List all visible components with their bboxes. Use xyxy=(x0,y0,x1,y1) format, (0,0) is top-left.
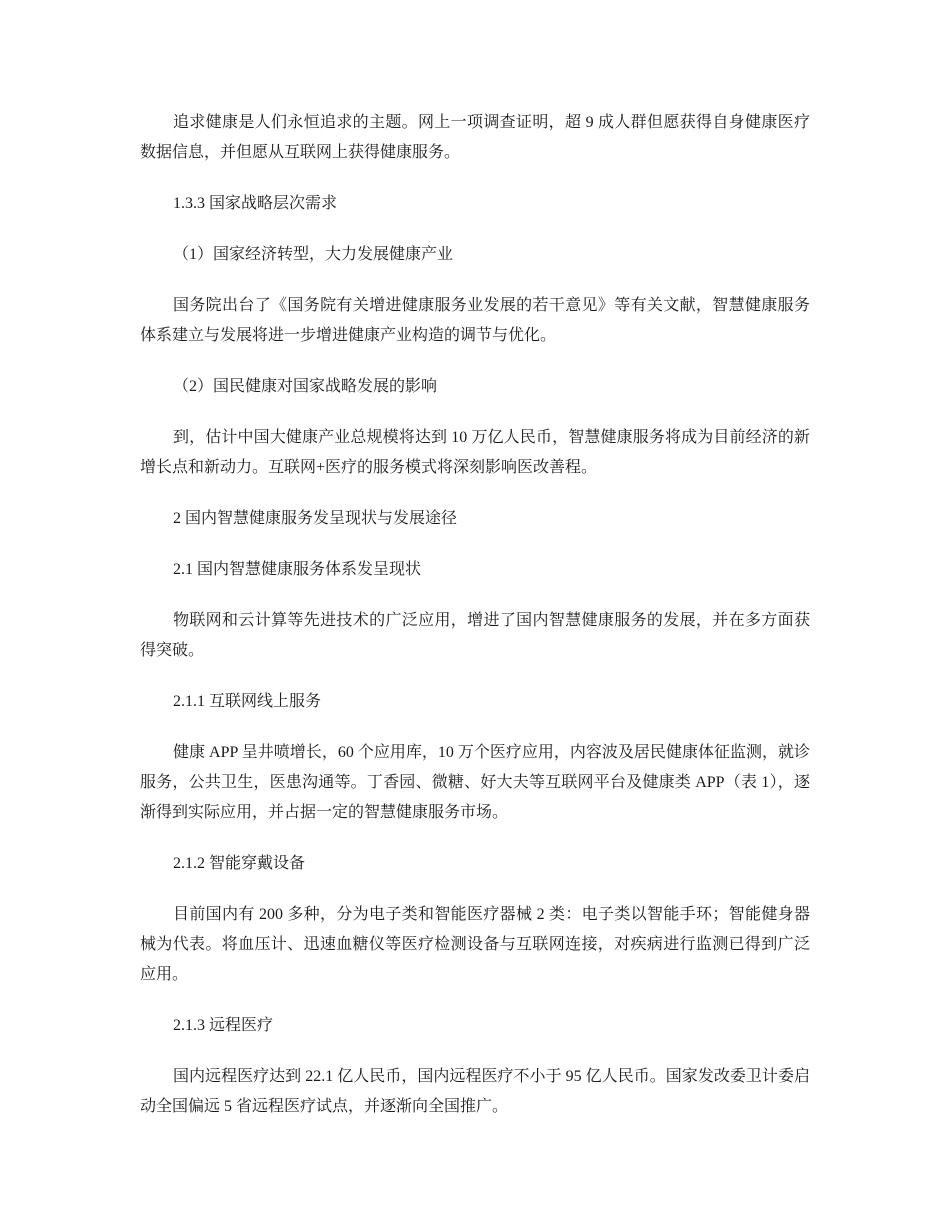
subheading-economic-transition: （1）国家经济转型，大力发展健康产业 xyxy=(173,246,454,263)
section-heading-1-3-3: 1.3.3 国家战略层次需求 xyxy=(173,195,338,212)
paragraph-telemedicine: 国内远程医疗达到 22.1 亿人民币，国内远程医疗不小于 95 亿人民币。国家发改委卫计委启动全国偏远 5 省远程医疗试点，并逐渐向全国推广。 xyxy=(140,1068,810,1115)
paragraph-health-apps: 健康 APP 呈井喷增长，60 个应用库，10 万个医疗应用，内容波及居民健康体征监测，就诊服务，公共卫生，医患沟通等。丁香园、微糖、好大夫等互联网平台及健康类 APP（表 1），逐渐得到实际应用，并占据一定的智慧健康服务市场。 xyxy=(140,744,810,821)
paragraph-health-pursuit: 追求健康是人们永恒追求的主题。网上一项调查证明，超 9 成人群但愿获得自身健康医疗数据信息，并但愿从互联网上获得健康服务。 xyxy=(140,114,810,161)
section-heading-2-1-2: 2.1.2 智能穿戴设备 xyxy=(173,855,306,872)
document-body xyxy=(140,108,810,1143)
paragraph-industry-scale: 到，估计中国大健康产业总规模将达到 10 万亿人民币，智慧健康服务将成为目前经济的新增长点和新动力。互联网+医疗的服务模式将深刻影响医改善程。 xyxy=(140,429,810,476)
section-heading-2-1: 2.1 国内智慧健康服务体系发呈现状 xyxy=(173,561,422,578)
paragraph-state-council: 国务院出台了《国务院有关增进健康服务业发展的若干意见》等有关文献，智慧健康服务体系建立与发展将进一步增进健康产业构造的调节与优化。 xyxy=(140,297,810,344)
section-heading-2: 2 国内智慧健康服务发呈现状与发展途径 xyxy=(173,510,458,527)
subheading-national-health: （2）国民健康对国家战略发展的影响 xyxy=(173,378,438,395)
section-heading-2-1-1: 2.1.1 互联网线上服务 xyxy=(173,693,322,710)
paragraph-wearables: 目前国内有 200 多种，分为电子类和智能医疗器械 2 类：电子类以智能手环；智能健身器械为代表。将血压计、迅速血糖仪等医疗检测设备与互联网连接，对疾病进行监测已得到广泛应用。 xyxy=(140,906,810,983)
section-heading-2-1-3: 2.1.3 远程医疗 xyxy=(173,1017,274,1034)
paragraph-iot-cloud: 物联网和云计算等先进技术的广泛应用，增进了国内智慧健康服务的发展，并在多方面获得突破。 xyxy=(140,612,810,659)
